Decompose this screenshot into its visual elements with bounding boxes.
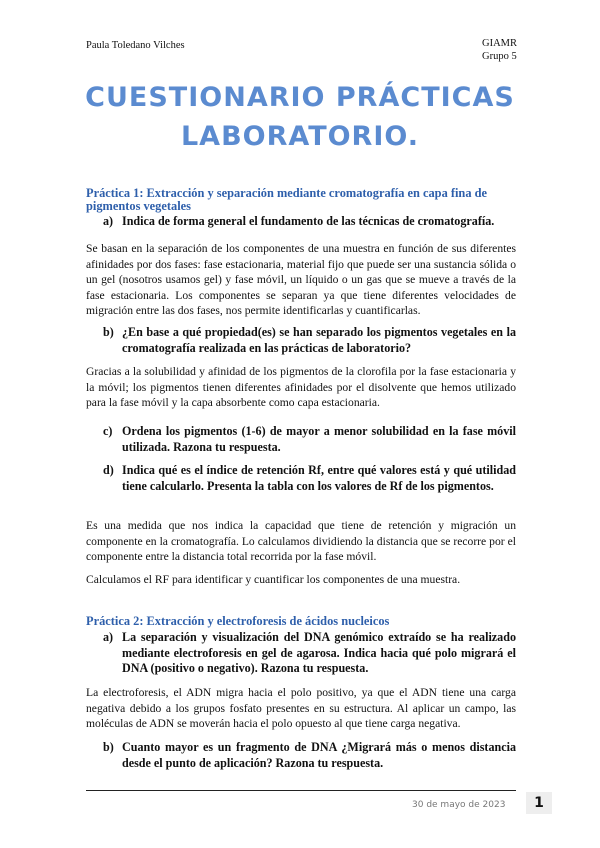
question-text: Cuanto mayor es un fragmento de DNA ¿Migrará más o menos distancia desde el punto de aplicación? Razona tu respuesta. xyxy=(122,740,516,770)
question-1c xyxy=(103,424,516,455)
question-1b xyxy=(103,325,516,356)
question-text: ¿En base a qué propiedad(es) se han separado los pigmentos vegetales en la cromatografía realizada en las prácticas de laboratorio? xyxy=(122,325,516,355)
question-label: d) xyxy=(103,463,114,477)
answer-2a: La electroforesis, el ADN migra hacia el polo positivo, ya que el ADN tiene una carga negativa debido a los grupos fosfato presentes en su estructura. Al aplicar un campo, las moléculas de ADN se moverán hacia el polo opuesto al que tiene carga negativa. xyxy=(86,686,516,731)
section-heading-practica2: Práctica 2: Extracción y electroforesis de ácidos nucleicos xyxy=(86,614,390,628)
question-2b xyxy=(103,740,516,771)
question-label: a) xyxy=(103,630,114,644)
question-label: a) xyxy=(103,214,114,228)
question-1a xyxy=(103,214,516,230)
answer-1b: Gracias a la solubilidad y afinidad de los pigmentos de la clorofila por la fase estacionaria y la móvil; los pigmentos tienen diferentes afinidades por el disolvente que hemos utilizado para la fase móvil y la capa absorbente como capa estacionaria. xyxy=(86,365,516,410)
document-title-line2: LABORATORIO. xyxy=(180,121,420,152)
header-group: Grupo 5 xyxy=(482,51,517,62)
answer-1d-paragraph1: Es una medida que nos indica la capacidad que tiene de retención y migración un componente en la cromatografía. Lo calculamos dividiendo la distancia que se recorre por el componente entre la distancia total recorrida por la fase móvil. xyxy=(86,519,516,564)
answer-1a: Se basan en la separación de los componentes de una muestra en función de sus diferentes afinidades por dos fases: fase estacionaria, material fijo que puede ser una sustancia sólida o un gel (nosotros usamos gel) y fase móvil, un líquido o un gas que se mueve a través de la fase estacionaria. Los componentes se separan ya que tiene diferentes velocidades de migración entre las dos fases, nos permite identificarlas y cuantificarlas. xyxy=(86,242,516,318)
question-2a xyxy=(103,630,516,677)
question-label: c) xyxy=(103,424,113,438)
page-number: 1 xyxy=(526,792,552,814)
header-author: Paula Toledano Vilches xyxy=(86,40,185,51)
question-text: La separación y visualización del DNA genómico extraído se ha realizado mediante electroforesis en gel de agarosa. Indica hacia qué polo migrará el DNA (positivo o negativo). Razona tu respuesta. xyxy=(122,630,516,675)
header-org: GIAMR xyxy=(482,38,518,49)
footer-date: 30 de mayo de 2023 xyxy=(412,800,506,810)
question-label: b) xyxy=(103,325,114,339)
answer-1d-paragraph2: Calculamos el RF para identificar y cuantificar los componentes de una muestra. xyxy=(86,573,461,586)
question-text: Indica de forma general el fundamento de las técnicas de cromatografía. xyxy=(122,214,495,228)
header-org-block xyxy=(482,37,517,63)
footer-divider xyxy=(86,790,516,791)
question-text: Ordena los pigmentos (1-6) de mayor a menor solubilidad en la fase móvil utilizada. Razona tu respuesta. xyxy=(122,424,516,454)
question-text: Indica qué es el índice de retención Rf, entre qué valores está y qué utilidad tiene calcularlo. Presenta la tabla con los valores de Rf de los pigmentos. xyxy=(122,463,516,493)
document-title-line1: CUESTIONARIO PRÁCTICAS xyxy=(85,82,515,113)
section-heading-practica1: Práctica 1: Extracción y separación mediante cromatografía en capa fina de pigmentos vegetales xyxy=(86,186,488,213)
question-1d xyxy=(103,463,516,494)
question-label: b) xyxy=(103,740,114,754)
